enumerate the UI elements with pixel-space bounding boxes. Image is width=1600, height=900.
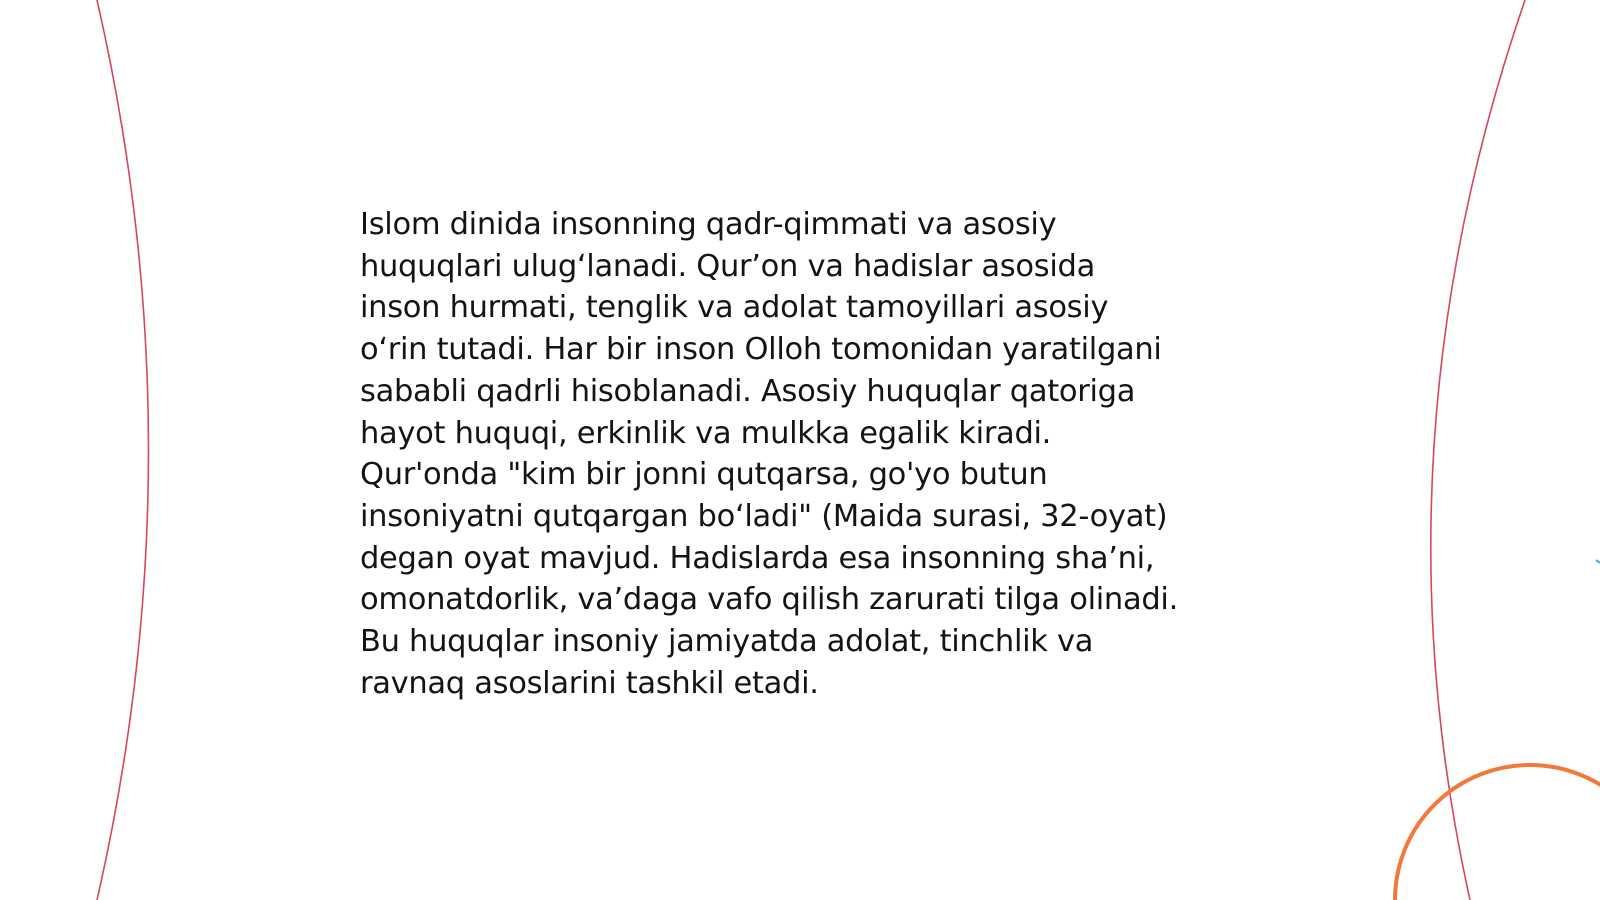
blue-accent-mark [1596,560,1600,563]
body-text: Islom dinida insonning qadr-qimmati va asosiy huquqlari ulug‘lanadi. Qur’on va hadislar asosida inson hurmati, tenglik va adolat tamoyillari asosiy o‘rin tutadi. Har bir inson Olloh tomonidan yaratilgani sababli qadrli hisoblanadi. Asosiy huquqlar qatoriga hayot huquqi, erkinlik va mulkka egalik kiradi. Qur'onda "kim bir jonni qutqarsa, go'yo butun insoniyatni qutqargan bo‘ladi" (Maida surasi, 32-oyat) degan oyat mavjud. Hadislarda esa insonning sha’ni, omonatdorlik, va’daga vafo qilish zarurati tilga olinadi. Bu huquqlar insoniy jamiyatda adolat, tinchlik va ravnaq asoslarini tashkil etadi. [360,207,1178,701]
left-arc-line [97,0,149,900]
orange-circle-outline [1395,765,1600,900]
